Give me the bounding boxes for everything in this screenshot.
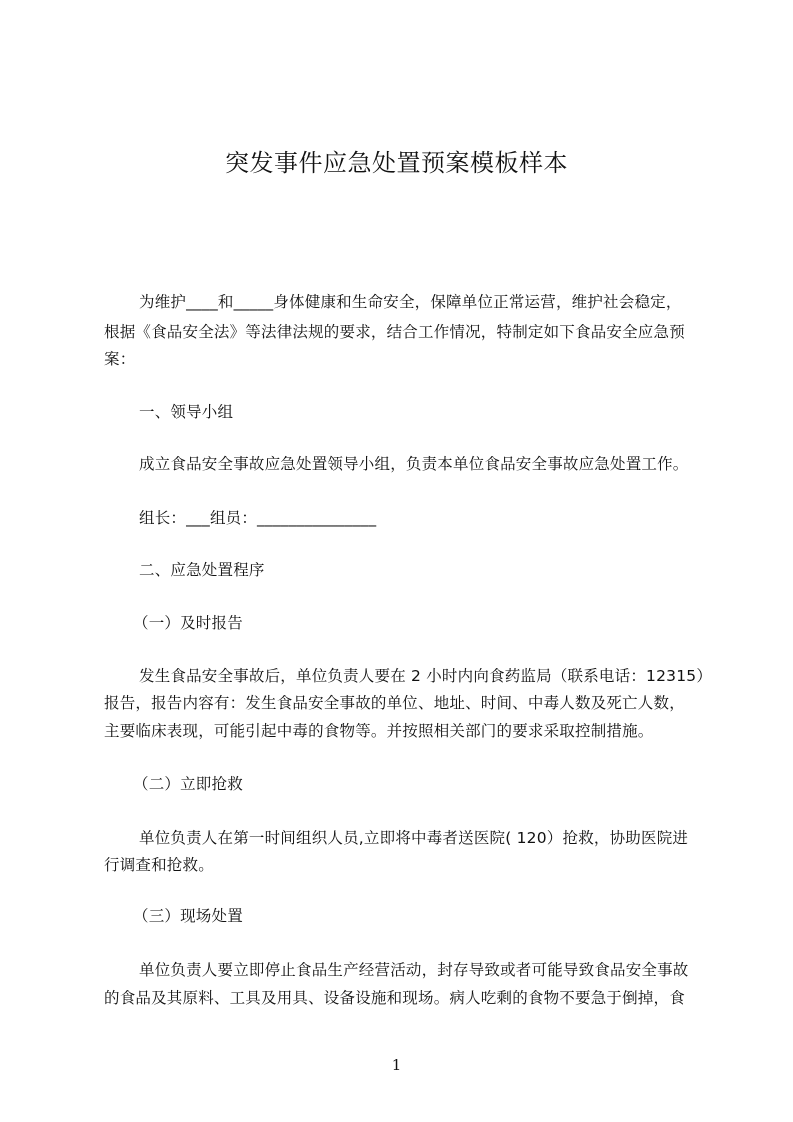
- subsection-1-line-1: 发生食品安全事故后，单位负责人要在 2 小时内向食药监局（联系电话：12315）: [139, 667, 713, 685]
- subsection-3-line-1: 单位负责人要立即停止食品生产经营活动，封存导致或者可能导致食品安全事故: [139, 961, 689, 979]
- section-1-members: 组长：___组员：_______________: [139, 509, 377, 527]
- subsection-2-heading: （二）立即抢救: [133, 775, 243, 793]
- subsection-1-line-3: 主要临床表现，可能引起中毒的食物等。并按照相关部门的要求采取控制措施。: [104, 722, 654, 740]
- subsection-3-line-2: 的食品及其原料、工具及用具、设备设施和现场。病人吃剩的食物不要急于倒掉，食: [104, 989, 685, 1007]
- subsection-2-line-2: 行调查和抢救。: [104, 856, 214, 874]
- page-number: 1: [391, 1056, 402, 1074]
- subsection-1-heading: （一）及时报告: [133, 614, 243, 632]
- subsection-3-heading: （三）现场处置: [133, 907, 243, 925]
- section-2-heading: 二、应急处置程序: [139, 561, 265, 579]
- intro-line-3: 案：: [104, 350, 136, 368]
- section-1-body: 成立食品安全事故应急处置领导小组，负责本单位食品安全事故应急处置工作。: [139, 455, 689, 473]
- intro-line-1: 为维护____和_____身体健康和生命安全，保障单位正常运营，维护社会稳定，: [139, 293, 682, 311]
- subsection-1-line-2: 报告，报告内容有：发生食品安全事故的单位、地址、时间、中毒人数及死亡人数，: [104, 694, 685, 712]
- section-1-heading: 一、领导小组: [139, 403, 234, 421]
- intro-line-2: 根据《食品安全法》等法律法规的要求，结合工作情况，特制定如下食品安全应急预: [104, 323, 685, 341]
- subsection-2-line-1: 单位负责人在第一时间组织人员,立即将中毒者送医院( 120）抢救，协助医院进: [139, 829, 689, 847]
- document-title: 突发事件应急处置预案模板样本: [225, 149, 568, 177]
